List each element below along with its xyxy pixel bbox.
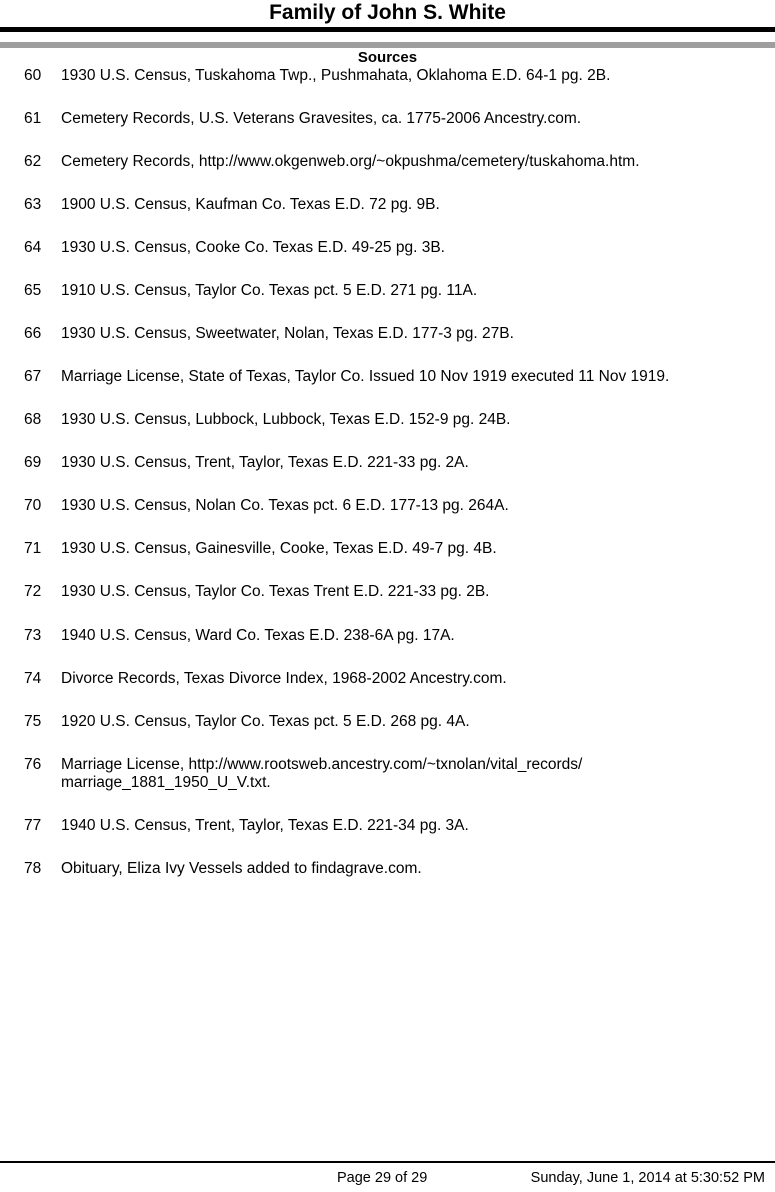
source-text: Cemetery Records, U.S. Veterans Gravesites, ca. 1775-2006 Ancestry.com. bbox=[61, 110, 582, 127]
source-text: 1930 U.S. Census, Nolan Co. Texas pct. 6 E.D. 177-13 pg. 264A. bbox=[61, 497, 509, 514]
document-title: Family of John S. White bbox=[269, 1, 506, 24]
source-number: 65 bbox=[24, 282, 42, 299]
source-text: Divorce Records, Texas Divorce Index, 1968-2002 Ancestry.com. bbox=[61, 670, 507, 687]
source-number: 68 bbox=[24, 411, 42, 428]
source-text: Obituary, Eliza Ivy Vessels added to findagrave.com. bbox=[61, 860, 422, 877]
source-number: 69 bbox=[24, 454, 42, 471]
source-number: 73 bbox=[24, 627, 42, 644]
source-text: 1930 U.S. Census, Sweetwater, Nolan, Texas E.D. 177-3 pg. 27B. bbox=[61, 325, 514, 342]
source-number: 71 bbox=[24, 540, 42, 557]
source-text: 1910 U.S. Census, Taylor Co. Texas pct. 5 E.D. 271 pg. 11A. bbox=[61, 282, 478, 299]
source-number: 78 bbox=[24, 860, 42, 877]
source-number: 66 bbox=[24, 325, 42, 342]
source-number: 72 bbox=[24, 583, 42, 600]
section-heading: Sources bbox=[357, 49, 418, 66]
page-number: Page 29 of 29 bbox=[337, 1170, 428, 1186]
source-number: 67 bbox=[24, 368, 42, 385]
source-text: 1930 U.S. Census, Taylor Co. Texas Trent E.D. 221-33 pg. 2B. bbox=[61, 583, 490, 600]
title-rule-black bbox=[0, 27, 775, 32]
source-text: 1940 U.S. Census, Ward Co. Texas E.D. 238-6A pg. 17A. bbox=[61, 627, 455, 644]
print-timestamp: Sunday, June 1, 2014 at 5:30:52 PM bbox=[530, 1170, 765, 1186]
source-number: 75 bbox=[24, 713, 42, 730]
source-number: 76 bbox=[24, 756, 42, 773]
source-number: 62 bbox=[24, 153, 42, 170]
source-number: 74 bbox=[24, 670, 42, 687]
source-text: Marriage License, State of Texas, Taylor Co. Issued 10 Nov 1919 executed 11 Nov 1919. bbox=[61, 368, 670, 385]
source-number: 61 bbox=[24, 110, 42, 127]
source-text: 1930 U.S. Census, Tuskahoma Twp., Pushmahata, Oklahoma E.D. 64-1 pg. 2B. bbox=[61, 67, 611, 84]
source-text: 1930 U.S. Census, Gainesville, Cooke, Texas E.D. 49-7 pg. 4B. bbox=[61, 540, 497, 557]
source-text: 1930 U.S. Census, Lubbock, Lubbock, Texas E.D. 152-9 pg. 24B. bbox=[61, 411, 511, 428]
source-number: 60 bbox=[24, 67, 42, 84]
title-rule-gray bbox=[0, 42, 775, 48]
footer-rule bbox=[0, 1161, 775, 1163]
source-text: 1930 U.S. Census, Trent, Taylor, Texas E.D. 221-33 pg. 2A. bbox=[61, 454, 469, 471]
source-text: 1920 U.S. Census, Taylor Co. Texas pct. 5 E.D. 268 pg. 4A. bbox=[61, 713, 470, 730]
source-text: 1900 U.S. Census, Kaufman Co. Texas E.D. 72 pg. 9B. bbox=[61, 196, 440, 213]
source-number: 64 bbox=[24, 239, 42, 256]
source-text: Cemetery Records, http://www.okgenweb.org/~okpushma/cemetery/tuskahoma.htm. bbox=[61, 153, 640, 170]
source-text: Marriage License, http://www.rootsweb.ancestry.com/~txnolan/vital_records/ marriage_1881_1950_U_V.txt. bbox=[61, 756, 583, 791]
source-text: 1930 U.S. Census, Cooke Co. Texas E.D. 49-25 pg. 3B. bbox=[61, 239, 445, 256]
source-number: 70 bbox=[24, 497, 42, 514]
source-number: 63 bbox=[24, 196, 42, 213]
source-text: 1940 U.S. Census, Trent, Taylor, Texas E.D. 221-34 pg. 3A. bbox=[61, 817, 469, 834]
source-number: 77 bbox=[24, 817, 42, 834]
